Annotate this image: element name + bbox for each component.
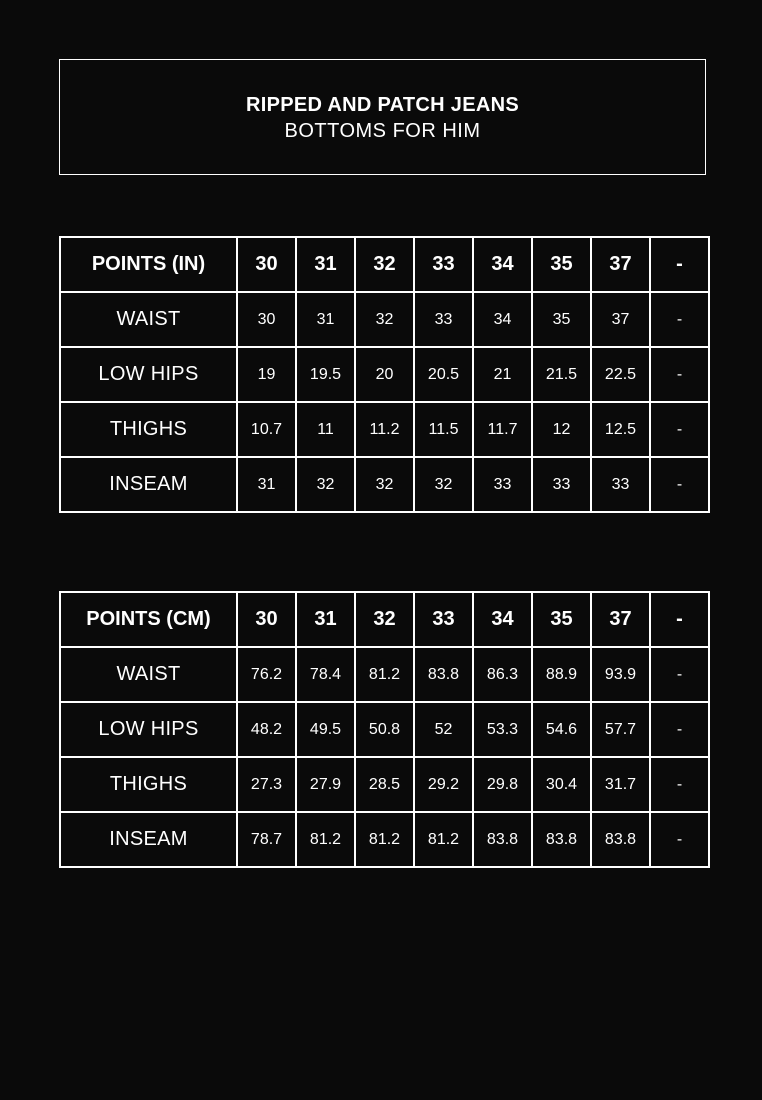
size-header: 33 xyxy=(414,237,473,292)
table-cell: 88.9 xyxy=(532,647,591,702)
table-cell: 31.7 xyxy=(591,757,650,812)
table-cell: 81.2 xyxy=(414,812,473,867)
size-header: 35 xyxy=(532,592,591,647)
table-cell: 10.7 xyxy=(237,402,296,457)
table-cell: 83.8 xyxy=(414,647,473,702)
table-row xyxy=(60,292,709,347)
table-cell: 53.3 xyxy=(473,702,532,757)
table-cell: 33 xyxy=(532,457,591,512)
row-label: LOW HIPS xyxy=(60,702,237,757)
table-cell: 35 xyxy=(532,292,591,347)
size-header: 34 xyxy=(473,592,532,647)
table-cell: 30 xyxy=(237,292,296,347)
table-cell: 52 xyxy=(414,702,473,757)
size-header: 34 xyxy=(473,237,532,292)
size-header: 31 xyxy=(296,592,355,647)
table-cell: - xyxy=(650,702,709,757)
table-cell: 29.2 xyxy=(414,757,473,812)
table-cell: 93.9 xyxy=(591,647,650,702)
table-cell: - xyxy=(650,292,709,347)
size-header: 33 xyxy=(414,592,473,647)
table-cell: 11.7 xyxy=(473,402,532,457)
table-cell: 33 xyxy=(414,292,473,347)
table-cell: 33 xyxy=(591,457,650,512)
size-header: 31 xyxy=(296,237,355,292)
table-cell: 83.8 xyxy=(473,812,532,867)
table-cell: 78.7 xyxy=(237,812,296,867)
size-header: 37 xyxy=(591,592,650,647)
table-cell: 30.4 xyxy=(532,757,591,812)
table-cell: 54.6 xyxy=(532,702,591,757)
table-cell: 28.5 xyxy=(355,757,414,812)
table-cell: 48.2 xyxy=(237,702,296,757)
table-cell: 50.8 xyxy=(355,702,414,757)
size-header: 32 xyxy=(355,592,414,647)
table-row xyxy=(60,457,709,512)
table-cell: 11.2 xyxy=(355,402,414,457)
table-cell: 83.8 xyxy=(591,812,650,867)
table-cell: 27.3 xyxy=(237,757,296,812)
table-cell: 19.5 xyxy=(296,347,355,402)
table-cell: 20.5 xyxy=(414,347,473,402)
row-label: INSEAM xyxy=(60,812,237,867)
size-header: 37 xyxy=(591,237,650,292)
row-label: WAIST xyxy=(60,647,237,702)
row-label: LOW HIPS xyxy=(60,347,237,402)
table-cell: 57.7 xyxy=(591,702,650,757)
table-cell: 12.5 xyxy=(591,402,650,457)
table-cell: 21.5 xyxy=(532,347,591,402)
table-row xyxy=(60,702,709,757)
size-header: - xyxy=(650,592,709,647)
table-cell: 49.5 xyxy=(296,702,355,757)
table-row xyxy=(60,402,709,457)
table-cell: 32 xyxy=(355,457,414,512)
table-cell: 32 xyxy=(296,457,355,512)
row-label: THIGHS xyxy=(60,757,237,812)
page-title: RIPPED AND PATCH JEANS xyxy=(246,94,519,116)
table-cell: 11 xyxy=(296,402,355,457)
points-header: POINTS (IN) xyxy=(60,237,237,292)
table-cell: - xyxy=(650,457,709,512)
table-row xyxy=(60,347,709,402)
table-cell: 29.8 xyxy=(473,757,532,812)
table-cell: 32 xyxy=(355,292,414,347)
table-cell: - xyxy=(650,757,709,812)
table-cell: 81.2 xyxy=(296,812,355,867)
table-cell: 31 xyxy=(237,457,296,512)
size-header: 35 xyxy=(532,237,591,292)
table-cell: 11.5 xyxy=(414,402,473,457)
size-header: - xyxy=(650,237,709,292)
table-cell: 34 xyxy=(473,292,532,347)
table-cell: 76.2 xyxy=(237,647,296,702)
table-cell: 37 xyxy=(591,292,650,347)
table-cell: 78.4 xyxy=(296,647,355,702)
table-cell: 32 xyxy=(414,457,473,512)
row-label: INSEAM xyxy=(60,457,237,512)
table-row xyxy=(60,757,709,812)
table-cell: - xyxy=(650,402,709,457)
table-cell: 19 xyxy=(237,347,296,402)
table-cell: 83.8 xyxy=(532,812,591,867)
table-cell: 31 xyxy=(296,292,355,347)
points-header: POINTS (CM) xyxy=(60,592,237,647)
size-table-centimeters xyxy=(59,591,710,868)
table-cell: 86.3 xyxy=(473,647,532,702)
size-header: 30 xyxy=(237,592,296,647)
table-cell: 33 xyxy=(473,457,532,512)
title-box xyxy=(59,59,706,175)
table-row xyxy=(60,647,709,702)
table-cell: - xyxy=(650,812,709,867)
table-cell: 21 xyxy=(473,347,532,402)
row-label: THIGHS xyxy=(60,402,237,457)
size-header: 32 xyxy=(355,237,414,292)
table-cell: 27.9 xyxy=(296,757,355,812)
table-header-row xyxy=(60,592,709,647)
row-label: WAIST xyxy=(60,292,237,347)
page-subtitle: BOTTOMS FOR HIM xyxy=(284,120,481,142)
table-cell: 22.5 xyxy=(591,347,650,402)
table-cell: 12 xyxy=(532,402,591,457)
size-header: 30 xyxy=(237,237,296,292)
table-cell: 20 xyxy=(355,347,414,402)
size-table-inches xyxy=(59,236,710,513)
table-row xyxy=(60,812,709,867)
table-cell: 81.2 xyxy=(355,647,414,702)
table-cell: - xyxy=(650,347,709,402)
table-header-row xyxy=(60,237,709,292)
table-cell: - xyxy=(650,647,709,702)
table-cell: 81.2 xyxy=(355,812,414,867)
